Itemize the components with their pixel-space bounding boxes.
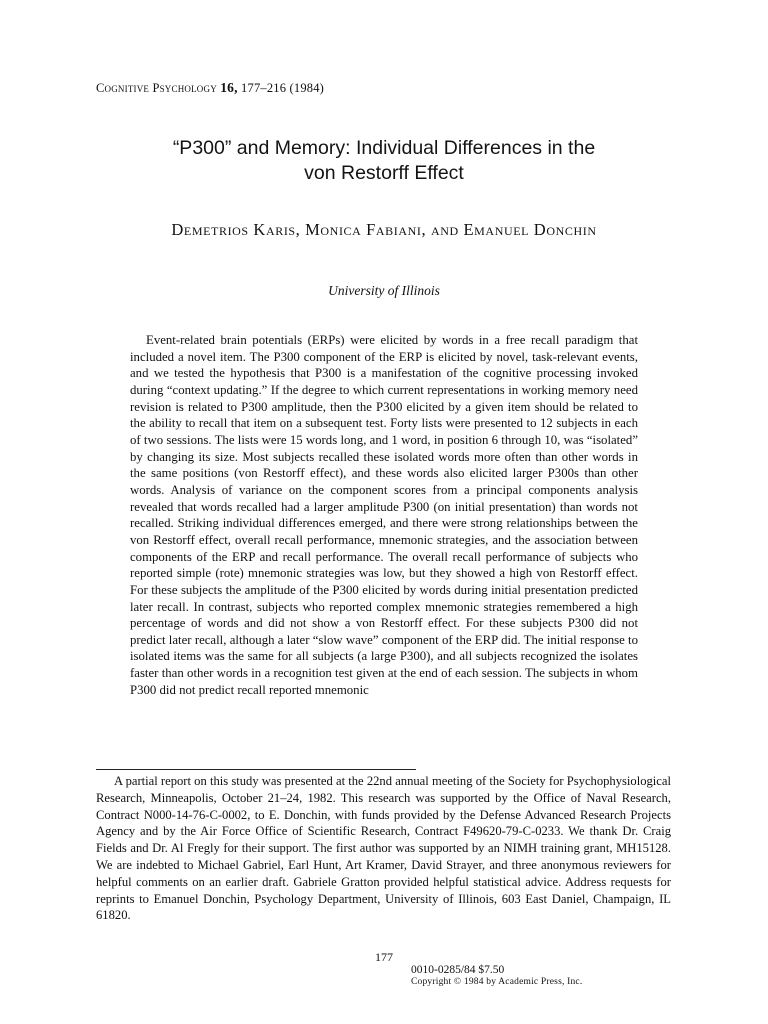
- footnote-text: A partial report on this study was presented at the 22nd annual meeting of the Society for Psychophysiological Research, Minneapolis, October 21–24, 1982. This research was supported by the Office of Naval Research, Contract N000-14-76-C-0002, to E. Donchin, with funds provided by the Defense Advanced Research Projects Agency and by the Air Force Office of Scientific Research, Contract F49620-79-C-0233. We thank Dr. Craig Fields and Dr. Al Fregly for their support. The first author was supported by an NIMH training grant, MH15128. We are indebted to Michael Gabriel, Earl Hunt, Art Kramer, David Strayer, and three anonymous reviewers for helpful comments on an earlier draft. Gabriele Gratton provided helpful statistical advice. Address requests for reprints to Emanuel Donchin, Psychology Department, University of Illinois, 603 East Daniel, Champaign, IL 61820.: [96, 774, 671, 923]
- page-number: 177: [375, 950, 393, 964]
- journal-volume: 16,: [220, 80, 238, 95]
- issn-price: 0010-0285/84 $7.50: [411, 964, 505, 976]
- author-list: Demetrios Karis, Monica Fabiani, and Emanuel Donchin: [171, 220, 597, 239]
- title-line-1: “P300” and Memory: Individual Differences in the: [172, 137, 596, 159]
- journal-name: Cognitive Psychology: [96, 81, 217, 95]
- abstract-text: Event-related brain potentials (ERPs) were elicited by words in a free recall paradigm that included a novel item. The P300 component of the ERP is elicited by novel, task-relevant events, and we tested the hypothesis that P300 is a manifestation of the cognitive processing invoked during “context updating.” If the degree to which current representations in working memory need revision is related to P300 amplitude, then the P300 elicited by a given item should be related to the ability to recall that item on a subsequent test. Forty lists were presented to 12 subjects in each of two sessions. The lists were 15 words long, and 1 word, in position 6 through 10, was “isolated” by changing its size. Most subjects recalled these isolated words more often than other words in the same positions (von Restorff effect), and these words also elicited larger P300s than other words. Analysis of variance on the component scores from a principal components analysis revealed that words recalled had a larger amplitude P300 (on initial presentation) than words not recalled. Striking individual differences emerged, and there were strong relationships between the von Restorff effect, overall recall performance, mnemonic strategies, and the association between components of the ERP and recall performance. The overall recall performance of subjects who reported simple (rote) mnemonic strategies was low, but they showed a high von Restorff effect. For these subjects the amplitude of the P300 elicited by words during initial presentation predicted later recall. In contrast, subjects who reported complex mnemonic strategies remembered a high percentage of words and did not show a von Restorff effect. For these subjects P300 did not predict later recall, although a later “slow wave” component of the ERP did. The initial response to isolated items was the same for all subjects (a large P300), and all subjects recognized the isolates faster than other words in a recognition test given at the end of each session. The subjects in whom P300 did not predict recall reported mnemonic: [130, 333, 638, 697]
- footnote-divider: [96, 769, 416, 770]
- copyright-notice: Copyright © 1984 by Academic Press, Inc.: [411, 977, 583, 987]
- journal-pages-year: 177–216 (1984): [241, 81, 325, 95]
- title-line-2: von Restorff Effect: [304, 162, 464, 184]
- affiliation: University of Illinois: [328, 283, 440, 298]
- journal-header: [96, 80, 324, 96]
- article-title: [0, 136, 768, 186]
